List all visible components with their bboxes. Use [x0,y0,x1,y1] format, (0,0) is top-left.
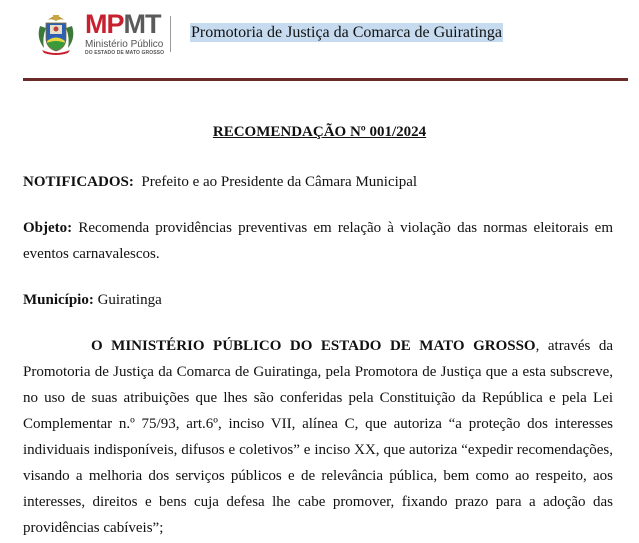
coat-of-arms-icon [34,12,78,56]
brand-mt: MT [123,9,161,39]
brand-subtitle-small: DO ESTADO DE MATO GROSSO [85,50,165,56]
notificados-line [23,169,613,195]
document-header [0,0,639,80]
header-rule [23,78,628,81]
municipio-label: Município: [23,292,94,308]
municipio-line [23,287,613,313]
brand-wordmark [85,11,167,38]
objeto-value: Recomenda providências preventivas em relação à violação das normas eleitorais em eventos carnavalescos. [23,220,613,262]
mpmt-logo [85,11,167,55]
objeto-label: Objeto: [23,220,73,236]
notificados-label: NOTIFICADOS: [23,174,134,190]
preamble-paragraph [23,333,613,541]
brand-subtitle: Ministério Público [85,39,164,50]
preamble-bold-lead: O MINISTÉRIO PÚBLICO DO ESTADO DE MATO GROSSO [91,338,536,354]
header-title: Promotoria de Justiça da Comarca de Guiratinga [191,24,503,41]
brand-mp: MP [85,9,124,39]
objeto-line [23,215,613,267]
notificados-value: Prefeito e ao Presidente da Câmara Municipal [141,174,418,190]
preamble-text: , através da Promotoria de Justiça da Comarca de Guiratinga, pela Promotora de Justiça que a esta subscreve, no uso de suas atribuições que lhes são conferidas pela Constituição da República e pela Lei Complementar n.º 75/93, art.6º, inciso VII, alínea C, que autoriza “a proteção dos interesses individuais indisponíveis, difusos e coletivos” e inciso XX, que autoriza “expedir recomendações, visando a melhoria dos serviços públicos e de relevância pública, bem como ao respeito, aos interesses, direitos e bens cuja defesa lhe cabe promover, fixando prazo para a adoção das providências cabíveis”; [23,338,613,536]
document-title: RECOMENDAÇÃO Nº 001/2024 [212,124,427,140]
header-divider [170,16,171,52]
municipio-value: Guiratinga [97,292,162,308]
